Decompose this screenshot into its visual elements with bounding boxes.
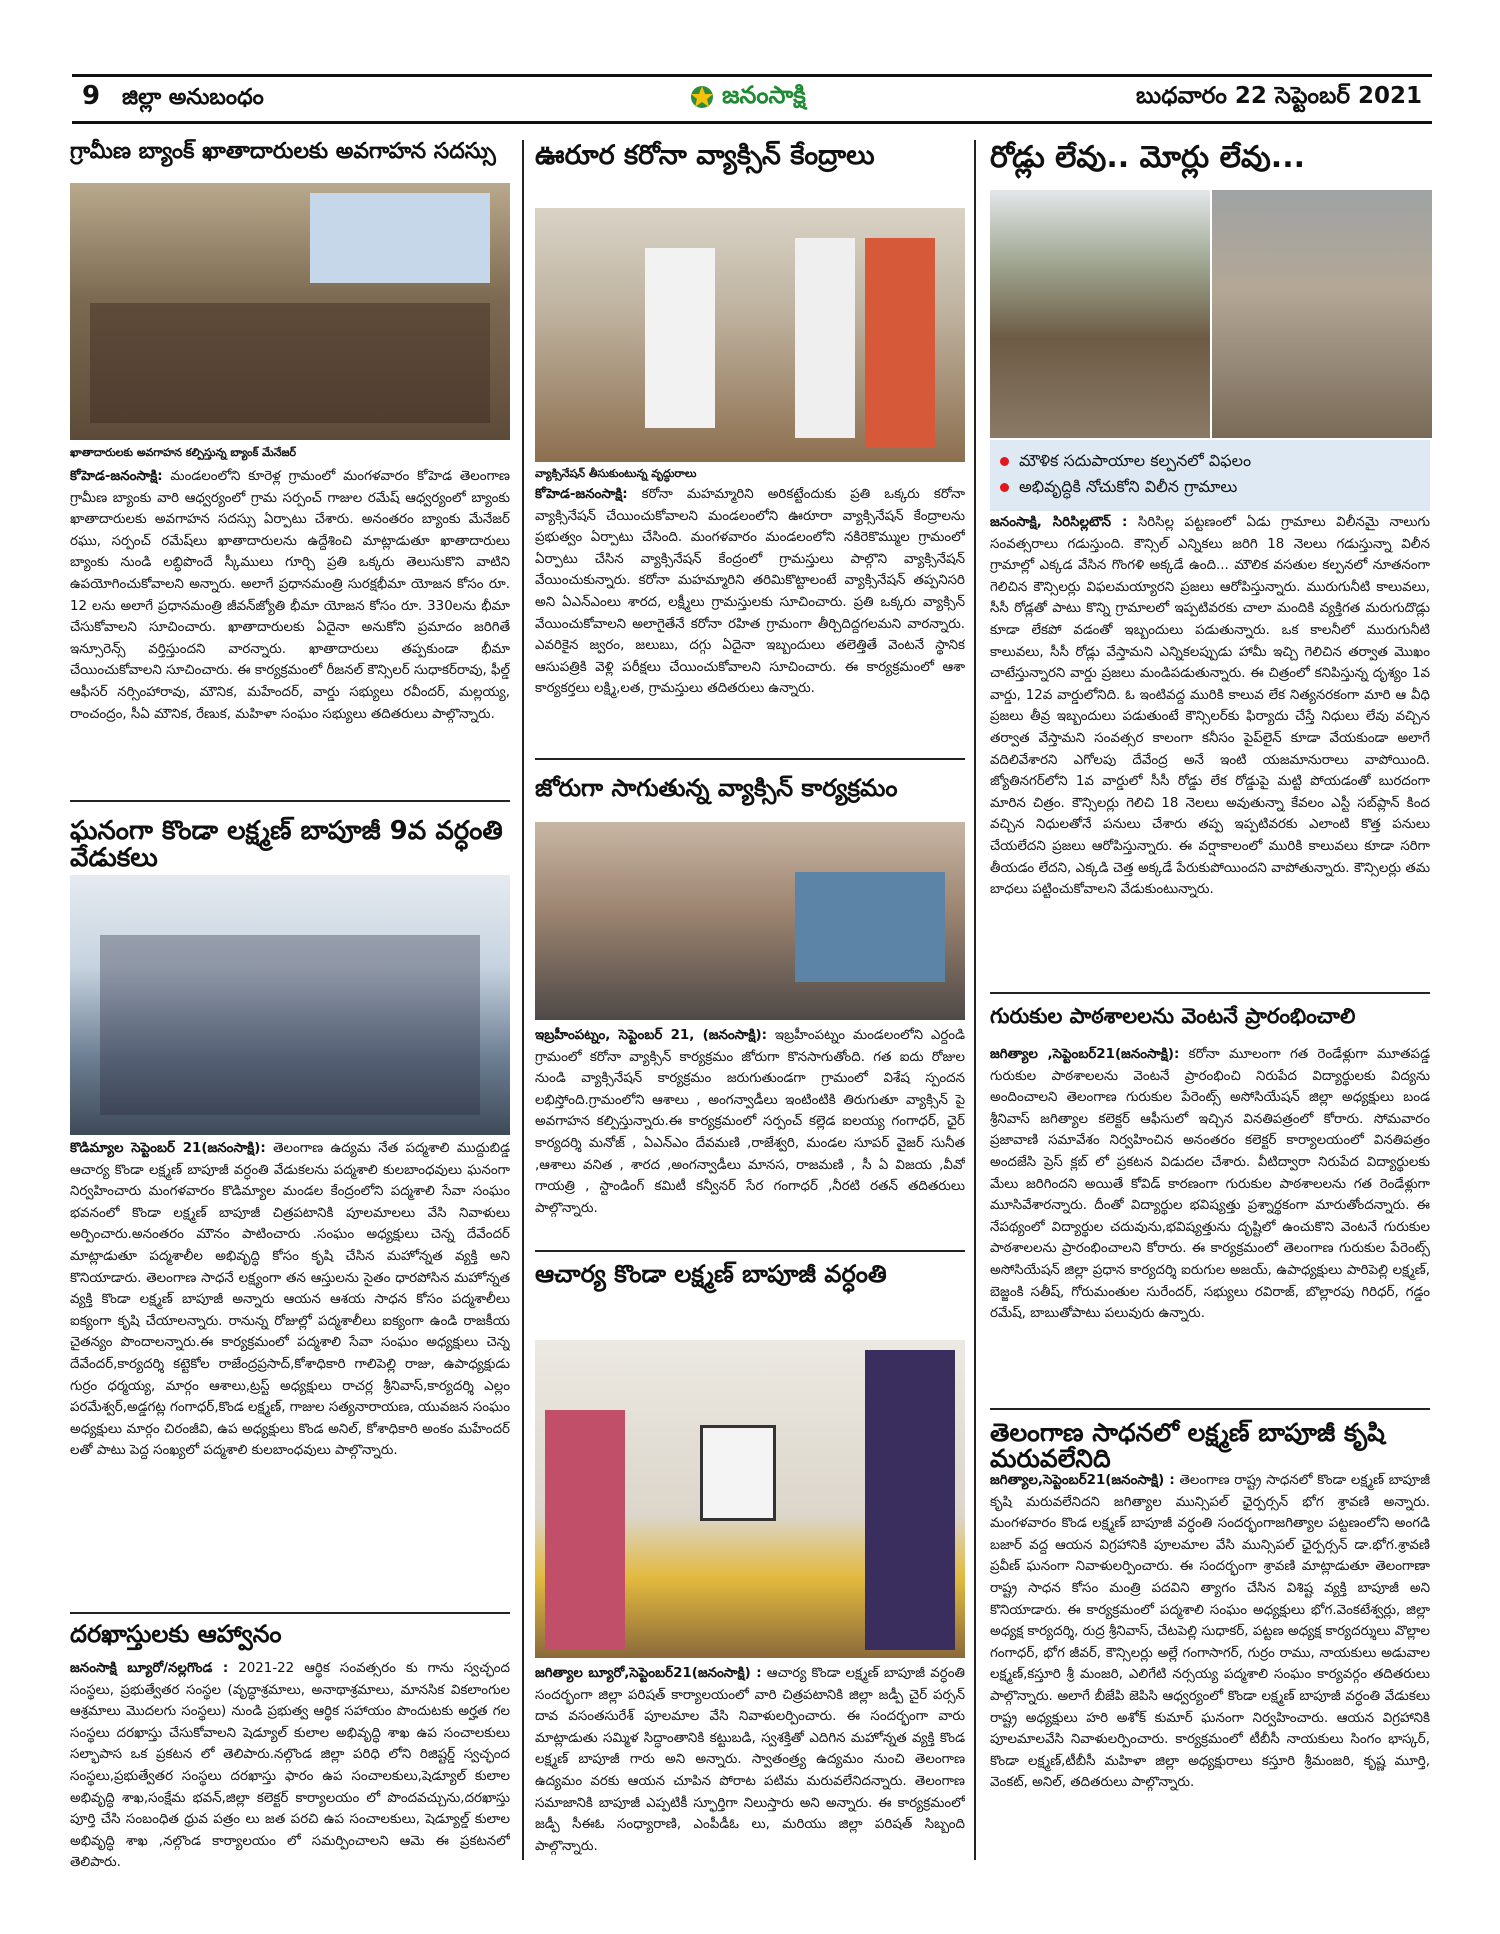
photo-tribute-group: [70, 875, 510, 1135]
page-number: 9: [82, 81, 101, 111]
column-rule: [974, 140, 976, 1860]
dateline: ఇబ్రహీంపట్నం, సెప్టెంబర్ 21, (జనంసాక్షి):: [535, 1028, 767, 1043]
photo-drain: [1212, 190, 1432, 438]
article-body: [535, 1663, 965, 1885]
headline: ఊరూర కరోనా వ్యాక్సిన్ కేంద్రాలు: [535, 140, 875, 171]
article-vaccine-drive: [535, 776, 965, 801]
headline: రోడ్లు లేవు.. మోర్లు లేవు...: [990, 140, 1305, 175]
figure-shape: [795, 238, 855, 438]
body-text: ఆచార్య కొండా లక్ష్మణ్ బాపూజీ వర్ధంతి సందర్భంగా జిల్లా పరిషత్ కార్యాలయంలో వారి చిత్రపటానికి జిల్లా జడ్పీ చైర్ పర్సన్ దావ వసంతసురేశ్ పూలమాల వేసి నివాళులర్పించారు. ఈ సందర్భంగా వారు మాట్లాడుతు సమ్మిళ సిద్ధాంతానికి కట్టుబడి, స్వశక్తితో ఎదిగిన మహోన్నత వ్యక్తి కొండ లక్ష్మణ్ బాపూజీ గారు అని అన్నారు. స్వాతంత్ర్య ఉద్యమం నుంచి తెలంగాణ ఉద్యమం వరకు ఆయన చూపిన పోరాట పటిమ మరువలేనిదన్నారు. తెలంగాణ సమాజానికి బాపూజీ ఎప్పటికీ స్ఫూర్తిగా నిలుస్తారు అని అన్నారు. ఈ కార్యక్రమంలో జడ్పీ సీఈఓ సంధ్యారాణి, ఎంపీడీఓ లు, మరియు జిల్లా పరిషత్ సిబ్బంది పాల్గొన్నారు.: [535, 1666, 965, 1854]
dateline: జనంసాక్షి బ్యూరో/నల్లగొండ :: [70, 1661, 229, 1676]
photo-portrait-tribute: [535, 1340, 965, 1658]
article-roads: [990, 142, 1430, 174]
article-gurukul: [990, 1005, 1430, 1027]
dateline: జగిత్యాల ,సెప్టెంబర్21(జనంసాక్షి):: [990, 1047, 1180, 1062]
dateline: కోహెడ-జనంసాక్షి:: [70, 469, 163, 484]
photo-caption: ఖాతాదారులకు అవగాహన కల్పిస్తున్న బ్యాంక్ మేనేజర్: [70, 446, 297, 459]
body-text: సిరిసిల్ల పట్టణంలో ఏడు గ్రామాలు విలీనమై నాలుగు సంవత్సరాలు గడుస్తుంది. కౌన్సిల్ ఎన్నికలు జరిగి 18 నెలలు గడుస్తున్నా విలీన గ్రామాల్లో ఎక్కడ వేసిన గొంగళి అక్కడే ఉంది... మౌలిక వసతుల కల్పనలో నూతనంగా గెలిచిన కౌన్సిలర్లు విఫలమయ్యారని ప్రజలు ఆరోపిస్తున్నారు. మురుగునీటి కాలువలు, సీసీ రోడ్లతో పాటు కొన్ని గ్రామాలలో ఇప్పటివరకు చాలా మందికి వ్యక్తిగత మరుగుదొడ్లు కూడా లేకపో వడంతో ఇబ్బందులు పడుతున్నారు. ఒక కాలనీలో మురుగునీటి కాలువలు, సీసీ రోడ్లు వేస్తామని ఎన్నికలప్పుడు హామీ ఇచ్చి గెలిచిన తర్వాత మొఖం చాటేస్తున్నారని వార్డు ప్రజలు మండిపడుతున్నారు. ఈ చిత్రంలో కనిపిస్తున్న దృశ్యం 1వ వార్డు, 12వ వార్డులోనిది. ఓ ఇంటివద్ద మురికి కాలువ లేక నిత్యనరకంగా మారి ఆ వీధి ప్రజలు తీవ్ర ఇబ్బందులు పడుతుంటే కౌన్సిలర్‌కు ఫిర్యాదు చేస్తే నిధులు లేవు వచ్చిన తర్వాత వేస్తామని సంవత్సర కాలంగా కనీసం పైప్‌లైన్ కూడా వేయకుండా అలాగే వదిలివేశారని ఎగోలపు దేవేంద్ర అనే ఇంటి యజమానురాలు వాపోయింది. జ్యోతినగర్‌లోని 1వ వార్డులో సీసీ రోడ్డు లేక రోడ్డుపై మట్టి పోయడంతో బురదంగా మారిన చిత్రం. కౌన్సిలర్లు గెలిచి 18 నెలలు అవుతున్నా కేవలం ఎస్టీ సబ్‌ప్లాన్ కింద వచ్చిన నిధులతోనే పనులు చేశారు తప్ప ఇప్పటివరకు ఎలాంటి కొత్త పనులు చేయలేదని ప్రజలు ఆరోపిస్తున్నారు. ఈ వర్షాకాలంలో మురికి కాలువలు కూడా సరిగా తీయడం లేదని, ఎక్కడి చెత్త అక్కడే పేరుకుపోయిందని వాపోతున్నారు. కౌన్సిలర్లు తమ బాధలు పట్టించుకోవాలని వేడుకుంటున్నారు.: [990, 515, 1430, 898]
divider: [70, 800, 510, 802]
bullet-item: [1000, 451, 1420, 474]
divider: [990, 1408, 1430, 1410]
photo-vaccine-drive: [535, 822, 965, 1020]
divider: [990, 992, 1430, 994]
issue-date: బుధవారం 22 సెప్టెంబర్ 2021: [1136, 83, 1422, 109]
article-vaccine-centers: [535, 142, 965, 170]
newspaper-logo: [682, 77, 862, 117]
article-body: [70, 1138, 510, 1608]
headline: దరఖాస్తులకు ఆహ్వానం: [70, 1620, 282, 1648]
figure-shape: [865, 1350, 955, 1650]
portrait-frame: [700, 1425, 776, 1521]
article-body: [990, 512, 1430, 987]
bullet-dot-icon: [1000, 483, 1009, 492]
figure-shape: [645, 248, 715, 428]
dateline: జగిత్యాల,సెప్టెంబర్21(జనంసాక్షి) :: [990, 1473, 1175, 1488]
dateline: కోహెడ-జనంసాక్షి:: [535, 487, 628, 502]
article-body: [70, 466, 510, 796]
dateline: కొడిమ్యాల సెప్టెంబర్ 21(జనంసాక్షి):: [70, 1141, 266, 1156]
photo-caption: వ్యాక్సినేషన్ తీసుకుంటున్న వృద్ధురాలు: [535, 467, 697, 480]
headline: గురుకుల పాఠశాలలను వెంటనే ప్రారంభించాలి: [990, 1004, 1356, 1028]
headline: ఘనంగా కొండా లక్ష్మణ్ బాపూజీ 9వ వర్ధంతి వేడుకలు: [70, 816, 503, 874]
figure-shape: [545, 1410, 625, 1650]
section-name: జిల్లా అనుబంధం: [122, 85, 264, 110]
figure-shape: [865, 238, 935, 448]
photo-vaccination: [535, 208, 965, 462]
page-header: [72, 74, 1432, 124]
table-shape: [795, 872, 945, 982]
photo-bank-meeting: [70, 183, 510, 440]
body-text: మండలంలోని కూరెళ్ల గ్రామంలో మంగళవారం కోహెడ తెలంగాణ గ్రామీణ బ్యాంకు వారి ఆధ్వర్యంలో గ్రామ సర్పంచ్ గాజుల రమేష్ ఆధ్వర్యంలో బ్యాంకు ఖాతాదారులకు అవగాహన సదస్సు ఏర్పాటు చేశారు. అనంతరం బ్యాంకు మేనేజర్ రఘు, సర్పంచ్ రమేష్‌లు ఖాతాదారులను ఉద్దేశించి మాట్లాడుతూ ఖాతాదారులు బ్యాంకు నుండి లబ్ధిపొందే స్కీములు గూర్చి ప్రతి ఒక్కరు తెలుసుకొని వాటిని ఉపయోగించుకోవాలని అన్నారు. అలాగే ప్రధానమంత్రి సురక్షభీమా యోజన కోసం రూ. 12 లను అలాగే ప్రధానమంత్రి జీవన్‌జ్యోతి భీమా యోజన కోసం రూ. 330లను భీమా చేసుకోవాలని సూచించారు. ఖాతాదారులకు ఏదైనా అనుకోని ప్రమాదం జరిగితే ఇన్సూరెన్స్ వర్తిస్తుందని వారన్నారు. ఖాతాదారులు తప్పకుండా భీమా చేయించుకోవాలని సూచించారు. ఈ కార్యక్రమంలో రీజనల్ కౌన్సిలర్ సుధాకర్‌రావు, ఫీల్డ్ ఆఫీసర్ నర్సింహారావు, మౌనిక, మహేందర్, వార్డు సభ్యులు రవీందర్, మల్లయ్య, రాంచంద్రం, సీఏ మౌనిక, రేణుక, మహిళా సంఘం సభ్యులు తదితరులు పాల్గొన్నారు.: [70, 469, 510, 722]
dateline: జనంసాక్షి, సిరిసిల్లటౌన్ :: [990, 515, 1128, 530]
article-acharya: [535, 1262, 965, 1287]
article-telangana-sadhana: [990, 1420, 1430, 1473]
body-text: ఇబ్రహీంపట్నం మండలంలోని ఎర్దండి గ్రామంలో కరోనా వ్యాక్సిన్ కార్యక్రమం జోరుగా కొనసాగుతోంది. గత ఐదు రోజుల నుండి వ్యాక్సినేషన్ కార్యక్రమం జరుగుతుండగా గ్రామంలో విశేష స్పందన లభిస్తోంది.గ్రామంలోని ఆశాలు , అంగన్వాడీలు ఇంటింటికి తిరుగుతూ వ్యాక్సిన్ పై అవగాహన కల్పిస్తున్నారు.ఈ కార్యక్రమంలో సర్పంచ్ కల్లెడ ఐలయ్య గంగాధర్, ఛైర్ కార్యదర్శి మనోజ్ , ఏఎన్ఎం దేవమణి ,రాజేశ్వరి, మండల సూపర్ వైజర్ సునీత ,ఆశాలు వనిత , శారద ,అంగన్వాడీలు మానస, రాజమణి , సీ ఏ విజయ ,వీవో గాయత్రి , స్టాండింగ్ కమిటీ కన్వీనర్ సేర గంగాధర్ ,నీరటి రతన్ తదితరులు పాల్గొన్నారు.: [535, 1028, 965, 1216]
body-text: తెలంగాణ రాష్ట్ర సాధనలో కొండా లక్ష్మణ్ బాపూజీ కృషి మరువలేనిదని జగిత్యాల మున్సిపల్ ఛైర్పర్సన్ భోగ శ్రావణి అన్నారు. మంగళవారం కొండ లక్ష్మణ్ బాపూజీ వర్ధంతి సందర్భంగాజగిత్యాల పట్టణంలోని అంగడి బజార్ వద్ద ఆయన విగ్రహానికి పూలమాల వేసి మున్సిపల్ ఛైర్పర్సన్ డా.భోగ.శ్రావణి ప్రవీణ్ ఘనంగా నివాళులర్పించారు. ఈ సందర్భంగా శ్రావణి మాట్లాడుతూ తెలంగాణా రాష్ట్ర సాధన కోసం మంత్రి పదవిని త్యాగం చేసిన విశిష్ట వ్యక్తి బాపూజీ అని కొనియాడారు. ఈ కార్యక్రమంలో పద్మశాలి సంఘం అధ్యక్షులు భోగ.వెంకటేశ్వర్లు, జిల్లా అధ్యక్ష కార్యదర్శి, రుద్ర శ్రీనివాస్, చేటపెల్లి సుధాకర్, పట్టణ అధ్యక్ష కార్యదర్శులు వొల్లాల గంగాధర్, భోగ జీవర్, కౌన్సిలర్లు అల్లే గంగాసాగర్, గుర్రం రాము, నాయకులు అడువాల లక్ష్మణ్,కస్తూరి శ్రీ మంజరి, ఎలిగేటి నర్సయ్య పద్మశాలి సంఘం కార్యవర్గం తదితరులు పాల్గొన్నారు. అలాగే బీజేపి జెపిసి ఆధ్వర్యంలో కొండా లక్ష్మణ్ బాపూజీ వర్ధంతి వేడుకలు రాష్ట్ర అధ్యక్షులు హరి అశోక్ కుమార్ ఘనంగా నిర్వహించారు. ఆయన విగ్రహానికి పూలమాలవేసి నివాళులర్పించారు. కార్యక్రమంలో టీబీసీ నాయకులు సింగం భాస్కర్, కొండా లక్ష్మణ్,టీబీసీ మహిళా జిల్లా అధ్యక్షురాలు కస్తూరి శ్రీమంజరి, కృష్ణ మూర్తి, వెంకట్, అనిల్, తదితరులు పాల్గొన్నారు.: [990, 1473, 1430, 1791]
article-body: [990, 1044, 1430, 1404]
highlight-box: [990, 440, 1430, 511]
bullet-dot-icon: [1000, 457, 1009, 466]
people-shape: [100, 935, 480, 1115]
bullet-text: అభివృద్ధికి నోచుకోని విలీన గ్రామాలు: [1019, 477, 1238, 496]
body-text: 2021-22 ఆర్థిక సంవత్సరం కు గాను స్వచ్ఛంద సంస్థలు, ప్రభుత్వేతర సంస్థల (వృద్ధాశ్రమాలు, అనాథాశ్రమాలు, మానసిక వికలాంగుల ఆశ్రమాలు మొదలగు సంస్థలు) నుండి ప్రభుత్వ ఆర్థిక సహాయం పొందుటకు అర్హత గల సంస్థలు దరఖాస్తు చేసుకోవాలని షెడ్యూల్ కులాల అభివృద్ధి శాఖ ఉప సంచాలకులు సల్భాపాస ఒక ప్రకటన లో తెలిపారు.నల్గొండ జిల్లా పరిధి లోని రిజిష్టర్డ్ స్వచ్ఛంద సంస్థలు,ప్రభుత్వేతర సంస్థలు దరఖాస్తు ఫారం ఉప సంచాలకులు,షెడ్యూల్ కులాల అభివృద్ధి శాఖ,సంక్షేమ భవన్,జిల్లా కలెక్టర్ కార్యాలయం లో పొందవచ్చును,దరఖాస్తు పూర్తి చేసి సంబంధిత ధ్రువ పత్రం లు జత పరచి ఉప సంచాలకులు, షెడ్యూల్డ్ కులాల అభివృద్ధి శాఖ ,నల్గొండ కార్యాలయం లో సమర్పించాలని ఆమె ఈ ప్రకటనలో తెలిపారు.: [70, 1661, 510, 1871]
article-body: [990, 1470, 1430, 1888]
column-rule: [522, 140, 524, 1860]
photo-muddy-road: [990, 190, 1210, 438]
bullet-item: [1000, 477, 1420, 500]
bullet-text: మౌళిక సదుపాయాల కల్పనలో విఫలం: [1019, 451, 1252, 470]
dateline: జగిత్యాల బ్యూరో,సెప్టెంబర్21(జనంసాక్షి) :: [535, 1666, 762, 1681]
body-text: కరోనా మహమ్మారిని అరికట్టేందుకు ప్రతి ఒక్కరు కరోనా వ్యాక్సినేషన్ చేయించుకోవాలని మండలంలోని ఊరూరా వ్యాక్సినేషన్ కేంద్రాలను ప్రభుత్వం ఏర్పాటు చేసింది. మంగళవారం మండలంలోని నకిరెకొమ్ముల గ్రామంలో ఏర్పాటు చేసిన వ్యాక్సినేషన్ కేంద్రంలో గ్రామస్తులు పాల్గొని వ్యాక్సినేషన్ వేయించుకున్నారు. కరోనా మహమ్మారిని తరిమికొట్టాలంటే వ్యాక్సినేషన్ తప్పనిసరి అని ఏఎన్ఎంలు శారద, లక్ష్మీలు గ్రామస్తులకు సూచించారు. ప్రతి ఒక్కరు వ్యాక్సిన్ వేయించుకోవాలని అలాగైతేనే కరోనా రహిత గ్రామంగా తీర్చిదిద్దగలమని వారన్నారు. ఎవరికైన జ్వరం, జలుబు, దగ్గు ఏదైనా ఇబ్బందులు తలెత్తితే వెంటనే స్థానిక ఆసుపత్రికి వెళ్లి పరీక్షలు చేయించుకోవాలని సూచించారు. ఈ కార్యక్రమంలో ఆశా కార్యకర్తలు లక్ష్మి,లత, గ్రామస్తులు తదితరులు ఉన్నారు.: [535, 487, 965, 697]
divider: [535, 1250, 965, 1252]
headline: ఆచార్య కొండా లక్ష్మణ్ బాపూజీ వర్ధంతి: [535, 1260, 887, 1288]
logo-text: జనంసాక్షి: [722, 81, 806, 109]
article-body: [70, 1658, 510, 1888]
crowd-shape: [90, 303, 490, 423]
article-bank: [70, 140, 510, 163]
headline: జోరుగా సాగుతున్న వ్యాక్సిన్ కార్యక్రమం: [535, 774, 898, 802]
headline: గ్రామీణ బ్యాంక్ ఖాతాదారులకు అవగాహన సదస్సు: [70, 139, 496, 164]
body-text: తెలంగాణ ఉద్యమ నేత పద్మశాలి ముద్దుబిడ్డ ఆచార్య కొండా లక్ష్మణ్ బాపూజీ వర్ధంతి వేడుకలను పద్మశాలి కులబాంధవులు ఘనంగా నిర్వహించారు మంగళవారం కొడిమ్యాల మండల కేంద్రంలోని పద్మశాలి సేవా సంఘం భవనంలో కొండా లక్ష్మణ్ బాపూజీ చిత్రపటానికి పూలమాలలు వేసి నివాళులు అర్పించారు.అనంతరం మౌనం పాటించారు .సంఘం అధ్యక్షులు చెన్న దేవేందర్ మాట్లాడుతూ పద్మశాలీల అభివృద్ధి కోసం కృషి చేసిన మహోన్నత వ్యక్తి అని కొనియాడారు. తెలంగాణ సాధనే లక్ష్యంగా తన ఆస్తులను సైతం ధారపోసిన మహోన్నత వ్యక్తి కొండా లక్ష్మణ్ బాపూజీ అన్నారు ఆయన ఆశయ సాధన కోసం పద్మశాలీలు ఐక్యంగా కృషి చేయాలన్నారు. రానున్న రోజుల్లో పద్మశాలీలు ఐక్యంగా ఉండి రాజకీయ చైతన్యం పొందాలన్నారు.ఈ కార్యక్రమంలో పద్మశాలి సేవా సంఘం అధ్యక్షులు చెన్న దేవేందర్,కార్యదర్శి కట్టెకోల రాజేంద్రప్రసాద్,కోశాధికారి గాలిపెల్లి రాజు, ఉపాధ్యక్షుడు గుర్రం ధర్మయ్య, మార్గం ఆశాలు,ట్రస్ట్ అధ్యక్షులు రాచర్ల శ్రీనివాస్,కార్యదర్శి ఎల్లం పరమేశ్వర్,అడ్డగట్ల గంగాధర్,కొండ లక్ష్మణ్, గాజుల సత్యనారాయణ, యువజన సంఘం అధ్యక్షులు మార్గం చిరంజీవి, ఉప అధ్యక్షులు కొండ అనిల్, కోశాధికారి అంకం మహేందర్ లతో పాటు పెద్ద సంఖ్యలో పద్మశాలి కులబాంధవులు పాల్గొన్నారు.: [70, 1141, 510, 1459]
article-body: [535, 1025, 965, 1245]
divider: [70, 1612, 510, 1614]
article-body: [535, 484, 965, 754]
article-applications: [70, 1622, 510, 1647]
article-bapuji-vardhanthi: [70, 818, 510, 873]
body-text: కరోనా మూలంగా గత రెండేళ్లుగా మూతపడ్డ గురుకుల పాఠశాలలను వెంటనే ప్రారంభించి నిరుపేద విద్యార్థులకు విద్యను అందించాలని తెలంగాణ గురుకుల పేరెంట్స్ అసోసియేషన్ జిల్లా అధ్యక్షులు బండ శ్రీనివాస్ జగిత్యాల కలెక్టర్ ఆఫీసులో ఇచ్చిన వినతిపత్రంలో కోరారు. సోమవారం ప్రజావాణి సమావేశం నిర్వహించిన అనంతరం కలెక్టర్ కార్యాలయంలో వినతిపత్రం అందజేసి ప్రెస్ క్లబ్ లో ప్రకటన విడుదల చేశారు. వీటిద్వారా నిరుపేద విద్యార్థులకు మేలు జరిగిందని అయితే కోవిడ్ కారణంగా గురుకుల పాఠశాలలను గత రెండేళ్లుగా మూసివేశారన్నారు. దీంతో విద్యార్థుల భవిష్యత్తు ప్రశ్నార్థకంగా మారుతోందన్నారు. ఈ నేపథ్యంలో విద్యార్థుల చదువును,భవిష్యత్తును దృష్టిలో ఉంచుకొని వెంటనే గురుకుల పాఠశాలలను ప్రారంభించాలని కోరారు. ఈ కార్యక్రమంలో తెలంగాణ గురుకుల పేరెంట్స్ అసోసియేషన్ జిల్లా ప్రధాన కార్యదర్శి ఐరుగుల అజయ్, ఉపాధ్యక్షులు పారిపెల్లి లక్ష్మణ్, బెజ్జంకి సతీష్, గోరుమంతుల సురేందర్, సభ్యులు రవిరాజ్, బొల్లారపు గిరిధర్, గడ్డం రమేష్, బాబుతోపాటు పలువురు ఉన్నారు.: [990, 1047, 1430, 1322]
headline: తెలంగాణ సాధనలో లక్ష్మణ్ బాపూజీ కృషి మరువలేనిది: [990, 1418, 1385, 1474]
divider: [535, 758, 965, 760]
banner-shape: [310, 193, 490, 283]
